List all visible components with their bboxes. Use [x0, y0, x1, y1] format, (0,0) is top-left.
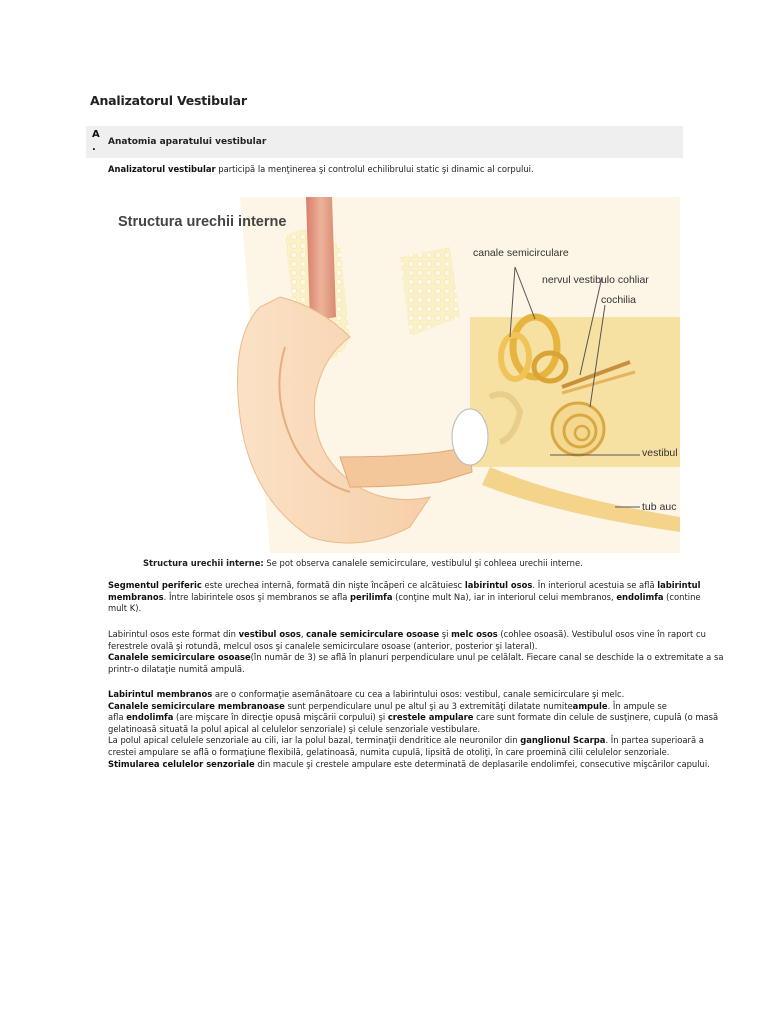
figure-caption: Structura urechii interne: Se pot observa canalele semicirculare, vestibulul şi cohleea urechii interne.	[143, 558, 583, 568]
section-letter: A .	[92, 129, 100, 153]
intro-paragraph: Analizatorul vestibular participă la menţinerea şi controlul echilibrului static şi dinamic al corpului.	[108, 164, 534, 174]
label-semicircular-canals: canale semicirculare	[473, 247, 569, 259]
inner-ear-figure	[110, 197, 680, 553]
document-title: Analizatorul Vestibular	[90, 93, 247, 108]
section-title: Anatomia aparatului vestibular	[108, 137, 267, 147]
figure-title: Structura urechii interne	[118, 214, 287, 230]
inner-ear-illustration	[110, 197, 680, 553]
label-cochlea: cochilia	[601, 294, 637, 306]
label-vestibule: vestibul	[642, 447, 678, 459]
label-vestibulocochlear-nerve: nervul vestibulo cohliar	[542, 274, 649, 286]
paragraph-bony-labyrinth: Labirintul osos este format din vestibul osos, canale semicirculare osoase şi melc osos (cohlee osoasă). Vestibulul osos vine în raport cu ferestrele ovală şi rotundă, melcul osos şi canalele semicirculare osoase (anterior, posterior şi lateral). Canalele semicirculare osoase(în număr de 3) se află în planuri perpendiculare unul pe celălalt. Fiecare canal se deschide la o extremitate a sa printr-o dilataţie numită ampulă.	[108, 629, 724, 674]
paragraph-peripheral-segment: Segmentul periferic este urechea internă, formată din nişte încăperi ce alcătuiesc labirintul osos. În interiorul acestuia se află labirintul membranos. Între labirintele osos şi membranos se afla perilimfa (conţine mult Na), iar in interiorul celui membranos, endolimfa (contine mult K).	[108, 580, 701, 614]
label-auditory-tube: tub auc	[642, 501, 677, 513]
paragraph-membranous-labyrinth: Labirintul membranos are o conformaţie asemănătoare cu cea a labirintului osos: vestibul, canale semicirculare şi melc. Canalele semicirculare membranoase sunt perpendiculare unul pe altul şi au 3 extremităţi dilatate numiteampule. În ampule se afla endolimfa (are mişcare în direcţie opusă mişcării corpului) şi crestele ampulare care sunt formate din celule de susţinere, cupulă (o masă gelatinoasă situată la polul apical al celulelor senzoriale) şi celule senzoriale vestibulare. La polul apical celulele senzoriale au cili, iar la polul bazal, terminaţii dendritice ale neuronilor din ganglionul Scarpa. În partea superioară a crestei ampulare se află o formaţiune flexibilă, gelatinoasă, numita cupulă, lipsită de otoliţi, în care proemină cilii celulelor senzoriale. Stimularea celulelor senzoriale din macule şi crestele ampulare este determinată de deplasarile endolimfei, consecutive mişcărilor capului.	[108, 689, 719, 769]
section-header	[86, 126, 683, 158]
